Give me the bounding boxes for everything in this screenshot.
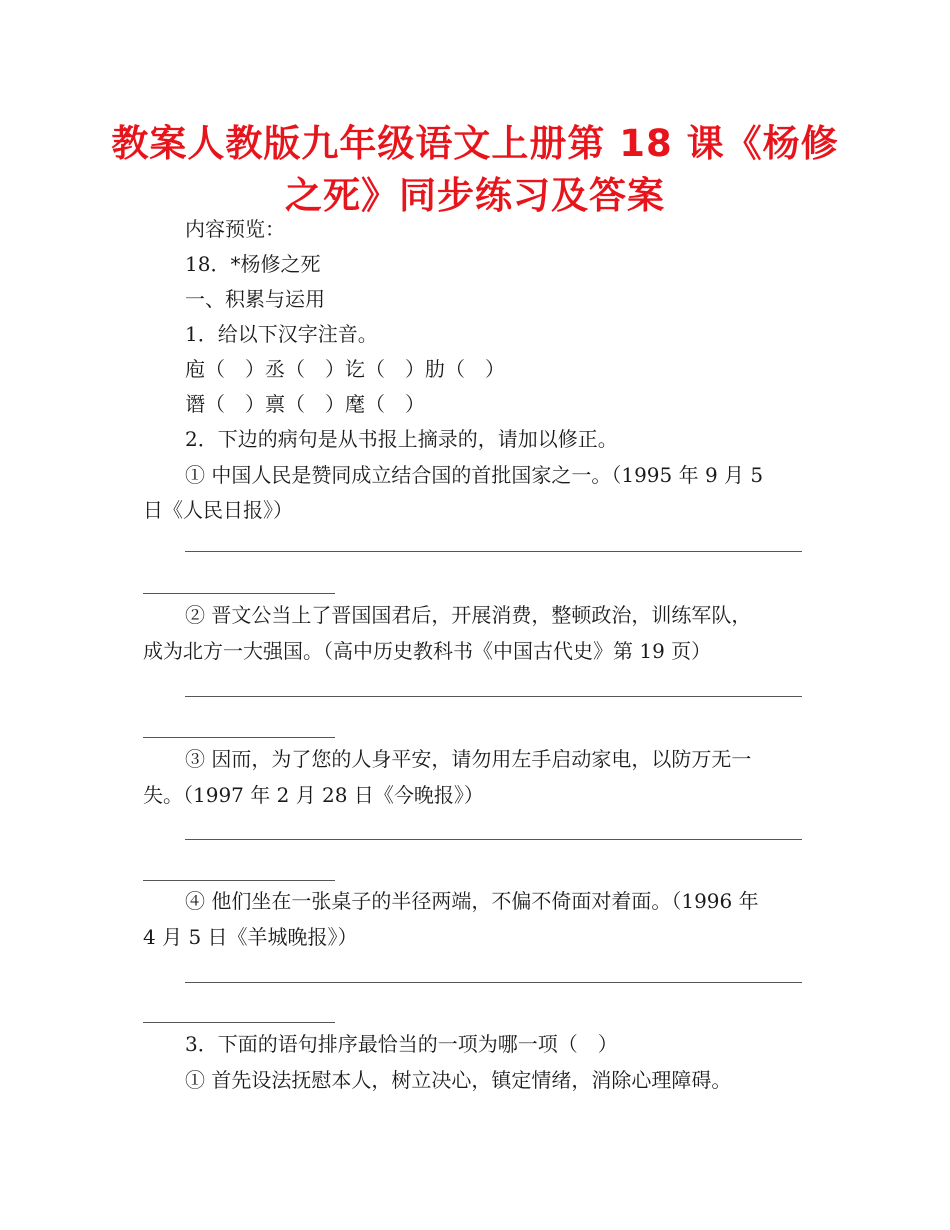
question-1-row-2: 谮（ ）禀（ ）麾（ ） [185,392,425,416]
sentence-3-line-1: ③ 因而，为了您的人身平安，请勿用左手启动家电，以防万无一 [185,747,752,771]
sentence-2-line-1: ② 晋文公当上了晋国国君后，开展消费，整顿政治，训练军队， [185,603,752,627]
sentence-4-line-1: ④ 他们坐在一张桌子的半径两端，不偏不倚面对着面。（1996 年 [185,889,759,913]
question-1-row-1: 庖（ ）丞（ ）讫（ ）肋（ ） [185,357,505,381]
preview-label: 内容预览： [185,217,285,241]
answer-line [185,696,802,697]
sentence-4-line-2: 4 月 5 日《羊城晚报》） [143,925,358,949]
answer-line [185,839,802,840]
question-2-prompt: 2．下边的病句是从书报上摘录的，请加以修正。 [185,427,618,451]
sentence-3-line-2: 失。（1997 年 2 月 28 日《今晚报》） [143,783,484,807]
answer-line [185,551,802,552]
document-title: 教案人教版九年级语文上册第 18 课《杨修之死》同步练习及答案 [111,122,839,217]
answer-line [185,982,802,983]
sentence-1-line-2: 日《人民日报》） [143,498,293,522]
question-3-item-1: ① 首先设法抚慰本人，树立决心，镇定情绪，消除心理障碍。 [185,1068,732,1092]
lesson-heading: 18．*杨修之死 [185,252,321,276]
answer-line [143,737,335,738]
question-3-prompt: 3．下面的语句排序最恰当的一项为哪一项（ ） [185,1032,618,1056]
answer-line [143,1022,335,1023]
sentence-1-line-1: ① 中国人民是赞同成立结合国的首批国家之一。（1995 年 9 月 5 [185,463,764,487]
sentence-2-line-2: 成为北方一大强国。（高中历史教科书《中国古代史》第 19 页） [143,639,712,663]
question-1-prompt: 1．给以下汉字注音。 [185,322,378,346]
answer-line [143,593,335,594]
answer-line [143,880,335,881]
section-heading: 一、积累与运用 [185,287,325,311]
